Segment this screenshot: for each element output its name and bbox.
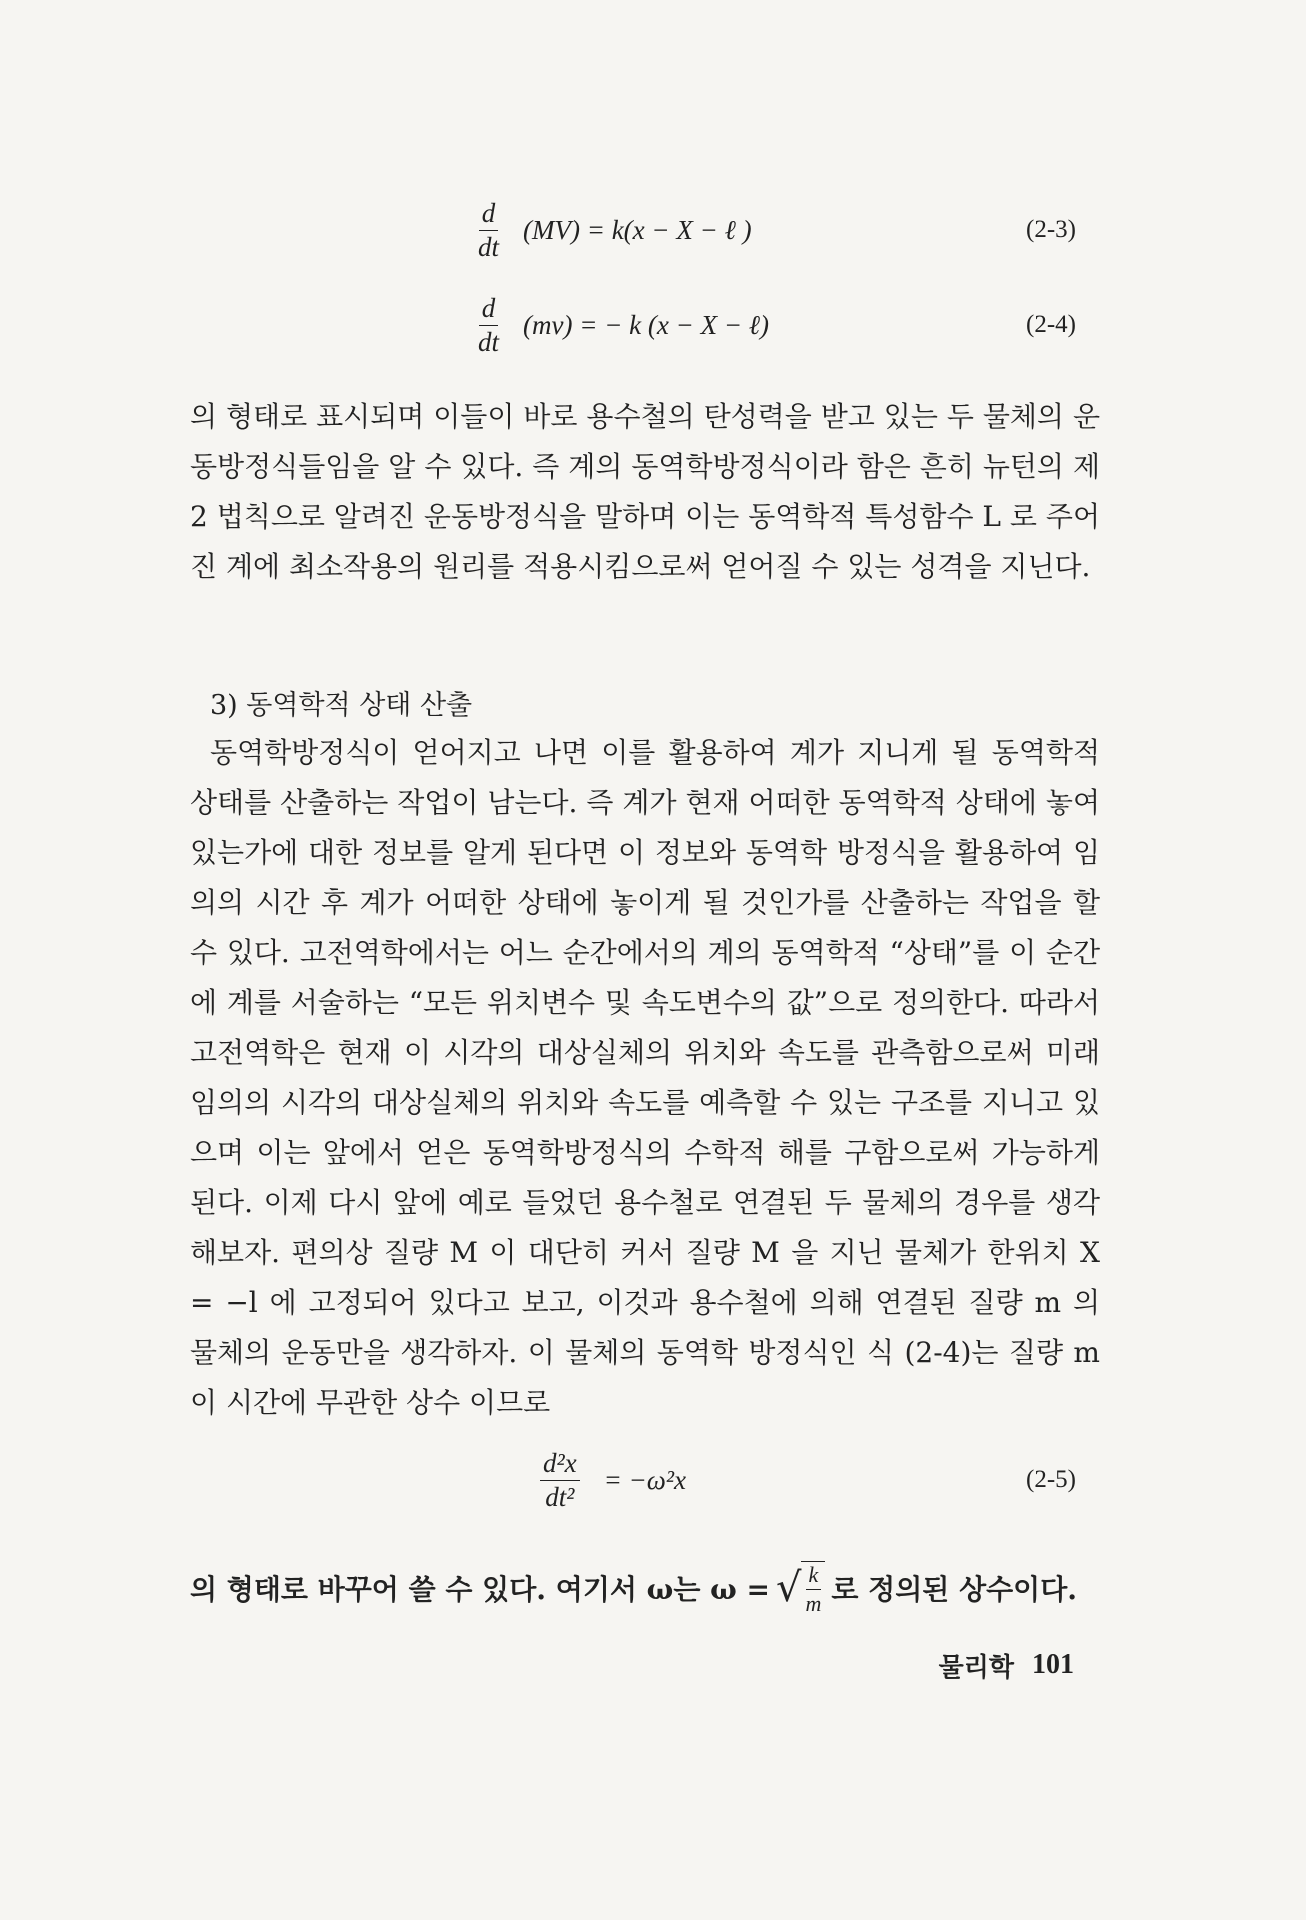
fraction-denominator: m — [805, 1591, 822, 1616]
page-footer — [939, 1645, 1074, 1685]
fraction-numerator: d — [479, 200, 499, 231]
radical-sign-icon: √ — [775, 1565, 802, 1611]
equation-2-3 — [0, 195, 1306, 265]
fraction-denominator: dt — [478, 326, 500, 357]
equation-rhs: (MV) = k(x − X − ℓ ) — [523, 214, 752, 245]
equation-rhs: = −ω²x — [603, 1464, 686, 1495]
fraction-numerator: d²x — [540, 1450, 580, 1481]
line-text-after: 로 정의된 상수이다. — [831, 1573, 1078, 1606]
derivative-fraction — [478, 292, 500, 357]
second-derivative-fraction — [540, 1447, 580, 1512]
sqrt-fraction — [801, 1561, 825, 1615]
equation-2-4 — [0, 290, 1306, 360]
omega-definition-line — [190, 1560, 1100, 1616]
line-text-before: 의 형태로 바꾸어 쓸 수 있다. 여기서 ω는 ω = — [190, 1573, 770, 1606]
paragraph-2: 동역학방정식이 얻어지고 나면 이를 활용하여 계가 지니게 될 동역학적 상태를 산출하는 작업이 남는다. 즉 계가 현재 어떠한 동역학적 상태에 놓여 있는가에 대한 정보를 알게 된다면 이 정보와 동역학 방정식을 활용하여 임의의 시간 후 계가 어떠한 상태에 놓이게 될 것인가를 산출하는 작업을 할 수 있다. 고전역학에서는 어느 순간에서의 계의 동역학적 “상태”를 이 순간에 계를 서술하는 “모든 위치변수 및 속도변수의 값”으로 정의한다. 따라서 고전역학은 현재 이 시각의 대상실체의 위치와 속도를 관측함으로써 미래 임의의 시각의 대상실체의 위치와 속도를 예측할 수 있는 구조를 지니고 있으며 이는 앞에서 얻은 동역학방정식의 수학적 해를 구함으로써 가능하게 된다. 이제 다시 앞에 예로 들었던 용수철로 연결된 두 물체의 경우를 생각해보자. 편의상 질량 M 이 대단히 커서 질량 M 을 지닌 물체가 한위치 X = −l 에 고정되어 있다고 보고, 이것과 용수철에 의해 연결된 질량 m 의 물체의 운동만을 생각하자. 이 물체의 동역학 방정식인 식 (2-4)는 질량 m 이 시간에 무관한 상수 이므로 — [190, 736, 1100, 1419]
equation-2-5 — [0, 1445, 1306, 1515]
equation-number: (2-5) — [1026, 1466, 1076, 1493]
footer-subject: 물리학 — [938, 1652, 1014, 1683]
equation-number: (2-3) — [1026, 216, 1076, 243]
equation-rhs: (mv) = − k (x − X − ℓ) — [523, 309, 770, 340]
fraction-denominator: dt² — [545, 1481, 575, 1512]
fraction-numerator: d — [479, 295, 499, 326]
equation-number: (2-4) — [1026, 311, 1076, 338]
derivative-fraction — [478, 197, 500, 262]
page-number: 101 — [1032, 1649, 1074, 1680]
fraction-denominator: dt — [478, 231, 500, 262]
square-root-expression — [776, 1561, 825, 1615]
paragraph-1: 의 형태로 표시되며 이들이 바로 용수철의 탄성력을 받고 있는 두 물체의 운동방정식들임을 알 수 있다. 즉 계의 동역학방정식이라 함은 흔히 뉴턴의 제 2 법칙으로 알려진 운동방정식을 말하며 이는 동역학적 특성함수 L 로 주어진 계에 최소작용의 원리를 적용시킴으로써 얻어질 수 있는 성격을 지닌다. — [190, 400, 1100, 583]
section-heading: 3) 동역학적 상태 산출 — [210, 690, 473, 721]
fraction-numerator: k — [806, 1564, 822, 1590]
